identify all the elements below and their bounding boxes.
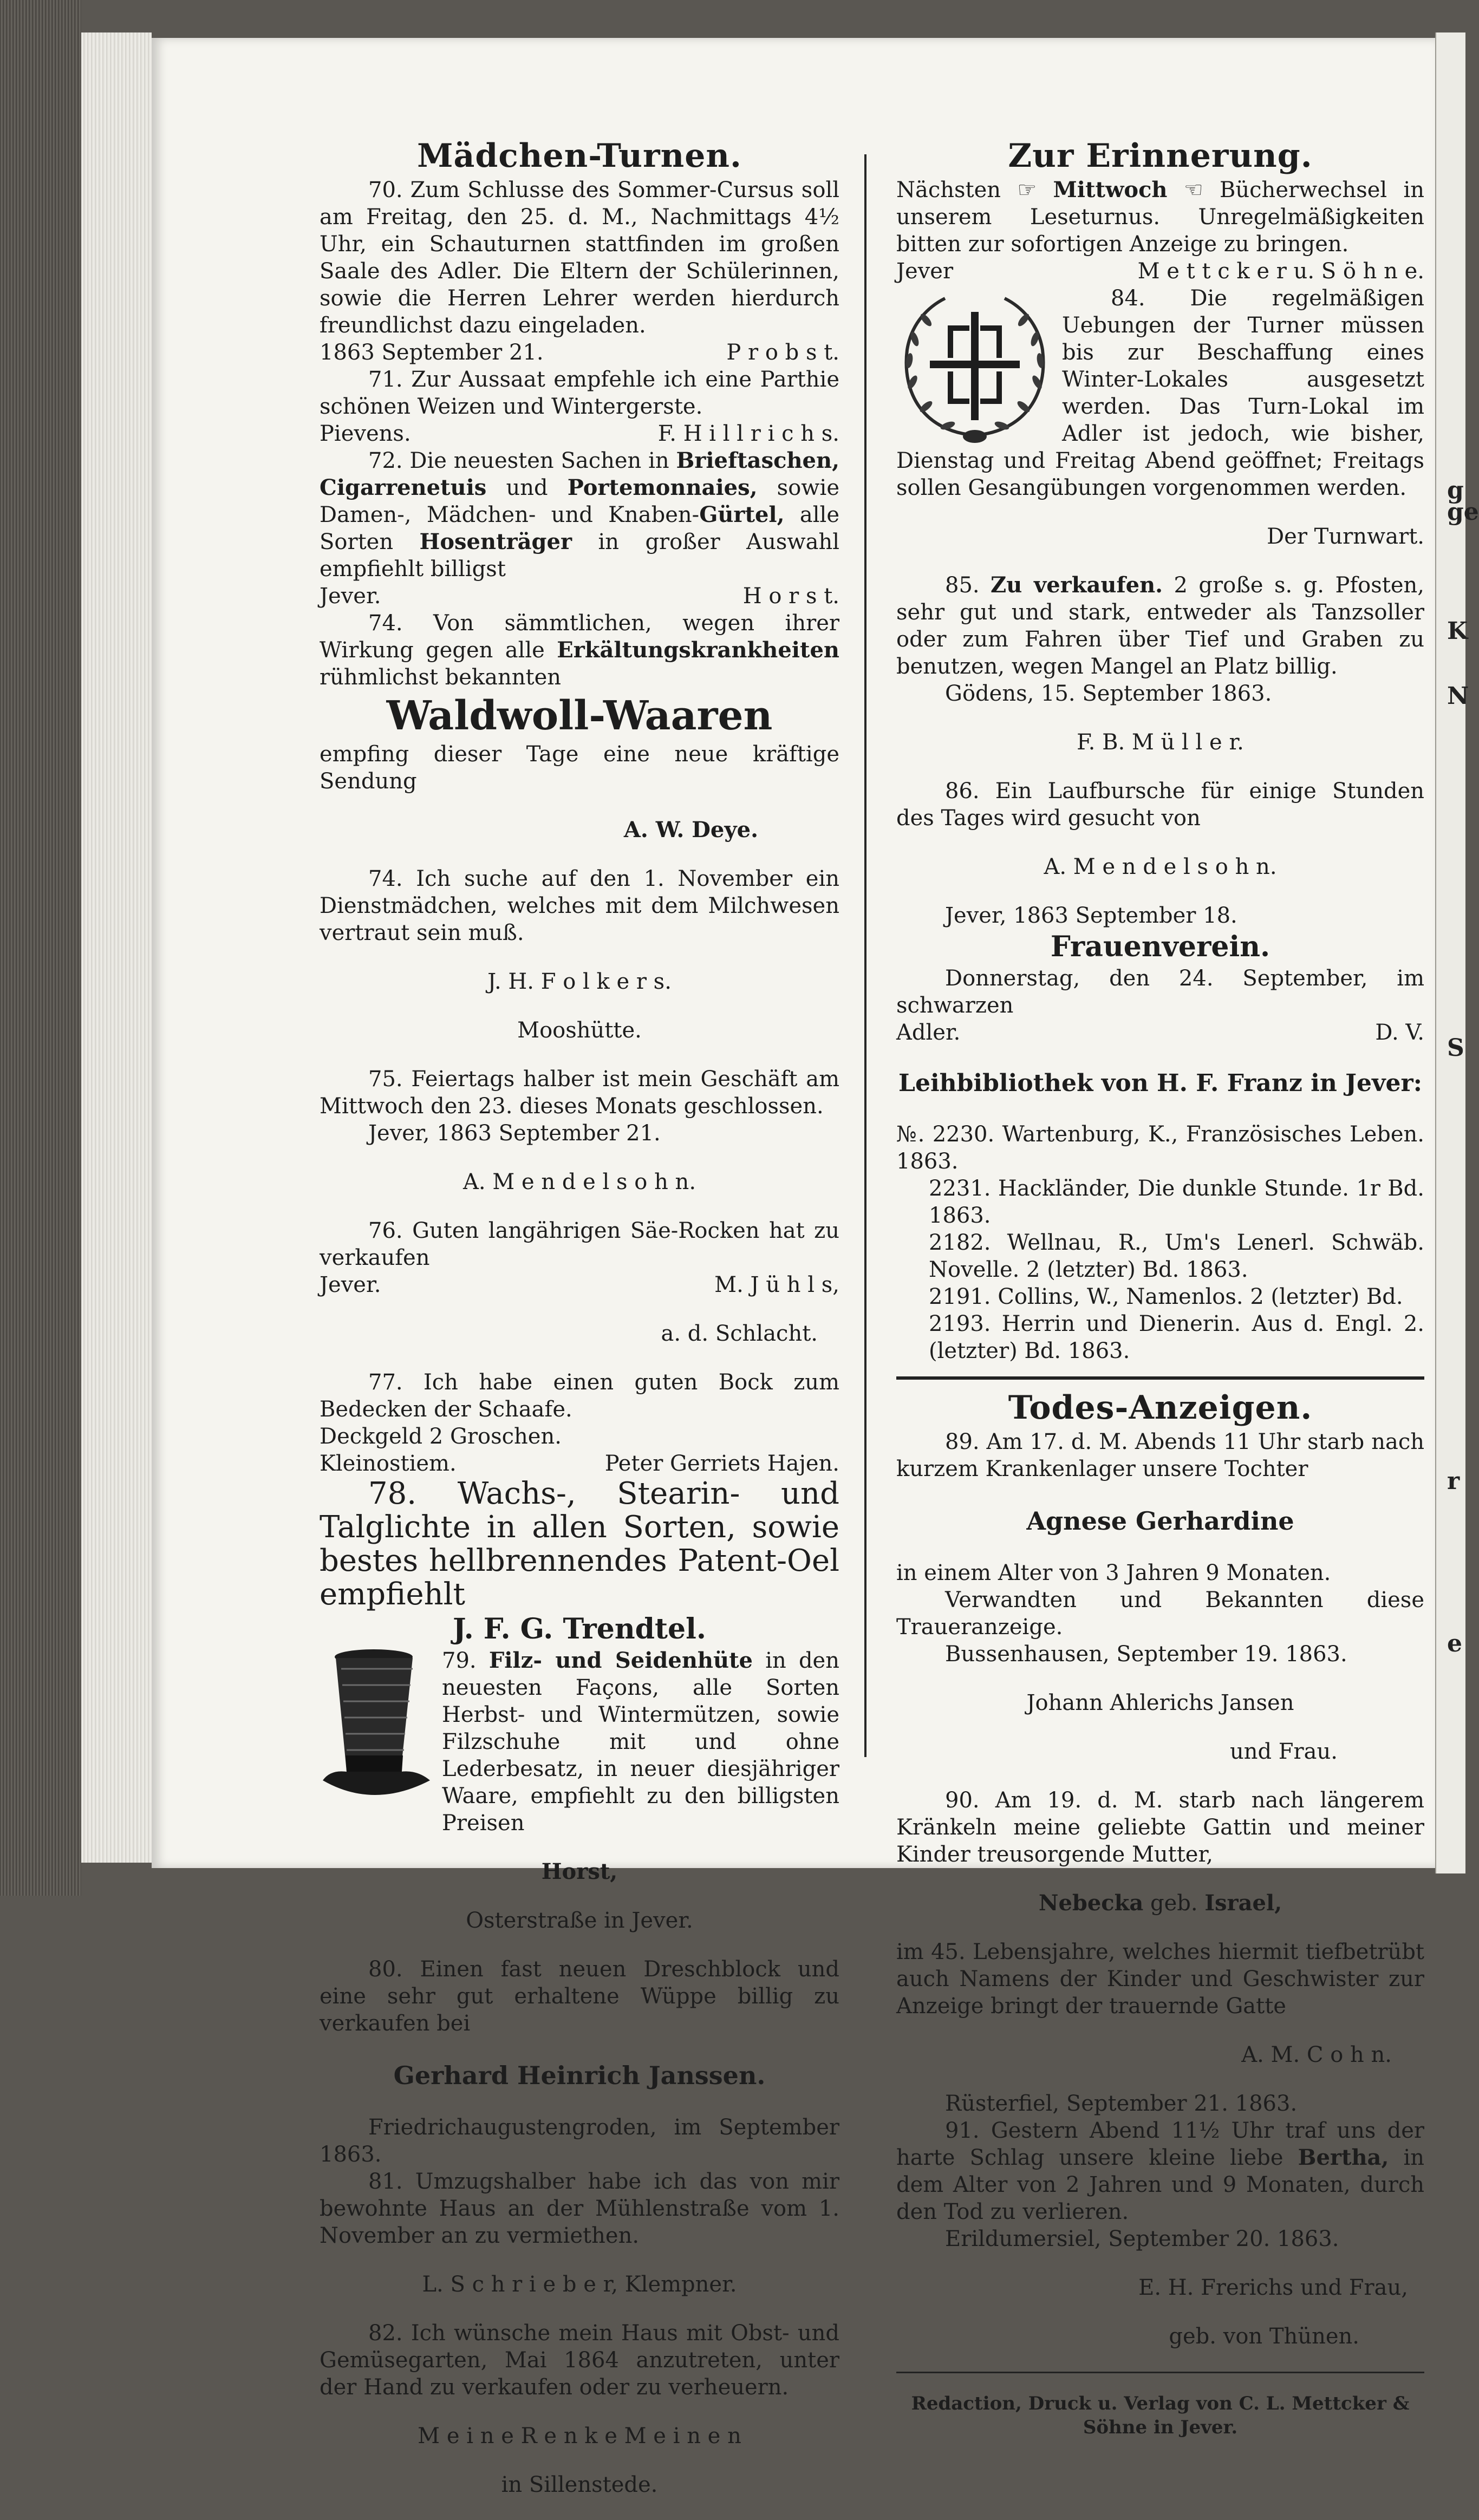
date: Rüsterfiel, September 21. 1863. bbox=[945, 2091, 1298, 2116]
list-item: 2182. Wellnau, R., Um's Lenerl. Schwäb. Novelle. 2 (letzter) Bd. 1863. bbox=[929, 1230, 1424, 1282]
list-item: №. 2230. Wartenburg, K., Französisches Leben. 1863. bbox=[896, 1122, 1424, 1174]
next-page-strip bbox=[1435, 32, 1479, 1873]
name: Agnese Gerhardine bbox=[1026, 1506, 1294, 1536]
turner-cross-wreath-icon bbox=[896, 285, 1053, 447]
ad-71-footer bbox=[320, 420, 839, 447]
place: in Sillenstede. bbox=[501, 2472, 658, 2497]
name bbox=[896, 1890, 1424, 1917]
date: Jever, 1863 September 21. bbox=[368, 1121, 661, 1146]
ad-81: 81. Umzugshalber habe ich das von mir bewohnte Haus an der Mühlenstraße vom 1. November an zu vermiethen. bbox=[320, 2169, 839, 2248]
imprint: Redaction, Druck u. Verlag von C. L. Mettcker & Söhne in Jever. bbox=[911, 2393, 1410, 2438]
bold-text: Bertha, bbox=[1298, 2145, 1389, 2170]
date: Bussenhausen, September 19. 1863. bbox=[945, 1642, 1347, 1667]
strip-text: S bbox=[1447, 1034, 1464, 1062]
text: in den neuesten Façons, alle Sorten Herbst- und Wintermützen, sowie Filzschuhe mit und ohne Lederbesatz, in neuer diesjähriger Waare, empfiehlt zu den billigsten Preisen bbox=[442, 1648, 839, 1836]
signature: Peter Gerriets Hajen. bbox=[604, 1451, 839, 1476]
bold-text: Israel, bbox=[1204, 1890, 1282, 1916]
pointing-hand-icon: ☜ bbox=[1183, 178, 1203, 203]
ad-74a-text: empfing dieser Tage eine neue kräftige Sendung bbox=[320, 742, 839, 794]
text: in großer Auswahl empfiehlt billigst bbox=[320, 530, 839, 582]
signature: F. H i l l r i c h s. bbox=[657, 421, 839, 446]
signature-line-2: und Frau. bbox=[1229, 1739, 1338, 1764]
signature: Gerhard Heinrich Janssen. bbox=[393, 2061, 766, 2090]
bold-text: Gürtel, bbox=[699, 502, 785, 527]
list-item: 2231. Hackländer, Die dunkle Stunde. 1r Bd. 1863. bbox=[929, 1176, 1424, 1228]
place: Kleinostiem. bbox=[320, 1451, 457, 1476]
left-column bbox=[320, 135, 839, 2520]
signature: L. S c h r i e b e r, Klempner. bbox=[422, 2272, 737, 2297]
bold-text: Cigarrenetuis bbox=[320, 475, 487, 500]
signature: E. H. Frerichs und Frau, bbox=[1138, 2275, 1408, 2300]
bold-text: Erkältungskrankheiten bbox=[557, 637, 839, 663]
ad-91 bbox=[896, 2117, 1424, 2225]
signature: Horst, bbox=[541, 1859, 618, 1884]
signature-line-2: geb. von Thünen. bbox=[1169, 2324, 1359, 2349]
date: Gödens, 15. September 1863. bbox=[945, 681, 1272, 706]
library-list bbox=[896, 1121, 1424, 1365]
top-hat-icon bbox=[320, 1647, 433, 1815]
signature: D. V. bbox=[1375, 1020, 1424, 1045]
ad-70-footer bbox=[320, 339, 839, 366]
text: 85. bbox=[945, 573, 991, 598]
bold-text: Brieftaschen, bbox=[676, 448, 839, 473]
ad-72 bbox=[320, 447, 839, 583]
place: Adler. bbox=[896, 1020, 961, 1045]
strip-text: ge bbox=[1447, 498, 1479, 526]
ad-78: 78. Wachs-, Stearin- und Talglichte in allen Sorten, sowie bestes hellbrennendes Patent-Oel empfiehlt bbox=[320, 1476, 839, 1612]
ad-84 bbox=[896, 285, 1424, 501]
text: und bbox=[486, 475, 568, 500]
ad-84-text: 84. Die regelmäßigen Uebungen der Turner müssen bis zur Beschaffung eines Winter-Lokales ausgesetzt werden. Das Turn-Lokal im Adler ist jedoch, wie bisher, Dienstag und Freitag Abend geöffnet; Freitags sollen Gesangübungen vorgenommen werden. bbox=[896, 286, 1424, 500]
signature: H o r s t. bbox=[742, 584, 839, 609]
bold-text: Mittwoch bbox=[1053, 177, 1168, 203]
section-divider bbox=[896, 1376, 1424, 1380]
ad-77-footer bbox=[320, 1450, 839, 1477]
address: Osterstraße in Jever. bbox=[466, 1908, 693, 1933]
frauenverein-text: Donnerstag, den 24. September, im schwarzen bbox=[896, 966, 1424, 1018]
ad-74b: 74. Ich suche auf den 1. November ein Dienstmädchen, welches mit dem Milchwesen vertraut sein muß. bbox=[320, 866, 839, 945]
ad-85 bbox=[896, 572, 1424, 680]
fee: Deckgeld 2 Groschen. bbox=[320, 1424, 562, 1449]
book-spine-edge bbox=[0, 0, 81, 1896]
text: 74. Von sämmtlichen, wegen ihrer Wirkung gegen alle bbox=[320, 611, 839, 663]
ad-70: 70. Zum Schlusse des Sommer-Cursus soll am Freitag, den 25. d. M., Nachmittags 4½ Uhr, ein Schauturnen stattfinden im großen Saale des Adler. Die Eltern der Schülerinnen, sowie die Herren Lehrer werden hierdurch freundlichst dazu eingeladen. bbox=[320, 178, 839, 338]
ad-77: 77. Ich habe einen guten Bock zum Bedecken der Schaafe. bbox=[320, 1370, 839, 1422]
ad-72-footer bbox=[320, 583, 839, 610]
signature: M e t t c k e r u. S ö h n e. bbox=[1137, 259, 1424, 284]
notice-footer bbox=[896, 258, 1424, 285]
strip-text: N bbox=[1447, 682, 1469, 710]
strip-text: e bbox=[1447, 1630, 1462, 1657]
signature: Johann Ahlerichs Jansen bbox=[1026, 1690, 1294, 1715]
ad-86: 86. Ein Laufbursche für einige Stunden des Tages wird gesucht von bbox=[896, 779, 1424, 831]
ad-82: 82. Ich wünsche mein Haus mit Obst- und Gemüsegarten, Mai 1864 anzutreten, unter der Hand zu verkaufen oder zu verheuern. bbox=[320, 2321, 839, 2400]
ad-80: 80. Einen fast neuen Dreschblock und eine sehr gut erhaltene Wüppe billig zu verkaufen bei bbox=[320, 1957, 839, 2036]
place: Pievens. bbox=[320, 421, 411, 446]
text: 79. bbox=[442, 1648, 489, 1673]
text: Verwandten und Bekannten diese Traueranzeige. bbox=[896, 1588, 1424, 1640]
signature: J. H. F o l k e r s. bbox=[487, 969, 672, 994]
text: geb. bbox=[1143, 1891, 1205, 1916]
ad-headline: Waldwoll-Waaren bbox=[386, 693, 773, 739]
signature-line-2: a. d. Schlacht. bbox=[661, 1321, 818, 1346]
ad-90: 90. Am 19. d. M. starb nach längerem Kränkeln meine geliebte Gattin und meiner Kinder treusorgende Mutter, bbox=[896, 1788, 1424, 1867]
text: sowie Damen-, Mädchen- und Knaben- bbox=[320, 475, 839, 527]
bold-text: Nebecka bbox=[1038, 1890, 1144, 1916]
text: 72. Die neuesten Sachen in bbox=[368, 448, 676, 473]
section-title: Mädchen-Turnen. bbox=[417, 137, 742, 175]
strip-text: r bbox=[1447, 1467, 1460, 1495]
signature: P r o b s t. bbox=[726, 340, 839, 365]
ad-89: 89. Am 17. d. M. Abends 11 Uhr starb nach kurzem Krankenlager unsere Tochter bbox=[896, 1429, 1424, 1481]
text: Bücherwechsel in unserem Leseturnus. Unregelmäßigkeiten bitten zur sofortigen Anzeige zu bringen. bbox=[896, 178, 1425, 257]
place: Mooshütte. bbox=[517, 1018, 642, 1043]
signature: A. M. C o h n. bbox=[1241, 2042, 1392, 2067]
text: rühmlichst bekannten bbox=[320, 665, 562, 690]
bold-text: Filz- und Seidenhüte bbox=[488, 1648, 753, 1673]
date: 1863 September 21. bbox=[320, 340, 544, 365]
place: Jever. bbox=[320, 1272, 381, 1297]
right-column bbox=[896, 135, 1424, 2458]
bold-text: Zu verkaufen. bbox=[991, 572, 1163, 598]
signature: M e i n e R e n k e M e i n e n bbox=[418, 2424, 741, 2449]
bold-text: Portemonnaies, bbox=[567, 475, 758, 500]
place: Jever. bbox=[320, 584, 381, 609]
list-item: 2193. Herrin und Dienerin. Aus d. Engl. 2. (letzter) Bd. 1863. bbox=[929, 1311, 1424, 1363]
signature: F. B. M ü l l e r. bbox=[1077, 730, 1244, 755]
ad-76-footer bbox=[320, 1271, 839, 1298]
text: alle Sorten bbox=[320, 502, 839, 554]
text: in dem Alter von 2 Jahren und 9 Monaten, durch den Tod zu verlieren. bbox=[896, 2145, 1425, 2224]
signature: J. F. G. Trendtel. bbox=[453, 1612, 706, 1646]
frauenverein-footer bbox=[896, 1019, 1424, 1046]
section-title: Frauenverein. bbox=[1050, 930, 1270, 963]
signature: A. W. Deye. bbox=[623, 817, 758, 843]
ad-76: 76. Guten langährigen Säe-Rocken hat zu verkaufen bbox=[320, 1218, 839, 1270]
section-title: Leihbibliothek von H. F. Franz in Jever: bbox=[898, 1069, 1422, 1097]
column-rule bbox=[864, 154, 866, 1757]
signature: Der Turnwart. bbox=[1267, 524, 1424, 549]
ad-79 bbox=[320, 1647, 839, 1956]
signature: A. M e n d e l s o h n. bbox=[1044, 854, 1277, 879]
page-block-edge bbox=[81, 32, 152, 1863]
ad-75: 75. Feiertags halber ist mein Geschäft am Mittwoch den 23. dieses Monats geschlossen. bbox=[320, 1067, 839, 1119]
signature: M. J ü h l s, bbox=[714, 1272, 839, 1297]
date: Erildumersiel, September 20. 1863. bbox=[945, 2227, 1339, 2251]
text: Nächsten bbox=[896, 178, 1001, 203]
section-title: Zur Erinnerung. bbox=[1008, 137, 1313, 175]
bold-text: Hosenträger bbox=[419, 529, 572, 554]
age: in einem Alter von 3 Jahren 9 Monaten. bbox=[896, 1561, 1331, 1585]
imprint-divider bbox=[896, 2372, 1424, 2373]
place: Friedrichaugustengroden, im September 1863. bbox=[320, 2115, 839, 2167]
ad-90-text: im 45. Lebensjahre, welches hiermit tiefbetrübt auch Namens der Kinder und Geschwister zur Anzeige bringt der trauernde Gatte bbox=[896, 1940, 1424, 2019]
place: Jever bbox=[896, 259, 954, 284]
section-title: Todes-Anzeigen. bbox=[1008, 1389, 1313, 1427]
pointing-hand-icon: ☞ bbox=[1017, 178, 1037, 203]
ad-71: 71. Zur Aussaat empfehle ich eine Parthie schönen Weizen und Wintergerste. bbox=[320, 367, 839, 419]
notice-erinnerung bbox=[896, 177, 1424, 258]
list-item: 2191. Collins, W., Namenlos. 2 (letzter) Bd. bbox=[929, 1284, 1403, 1309]
ad-74a bbox=[320, 610, 839, 691]
text: 2 große s. g. Pfosten, sehr gut und stark, entweder als Tanzsoller oder zum Fahren über Tief und Graben zu benutzen, wegen Mangel an Platz billig. bbox=[896, 573, 1424, 679]
strip-text: K bbox=[1447, 617, 1468, 645]
signature: A. M e n d e l s o h n. bbox=[462, 1170, 696, 1194]
date: Jever, 1863 September 18. bbox=[945, 903, 1237, 928]
strip-text: g bbox=[1447, 476, 1464, 504]
text: 91. Gestern Abend 11½ Uhr traf uns der harte Schlag unsere kleine liebe bbox=[896, 2118, 1424, 2170]
